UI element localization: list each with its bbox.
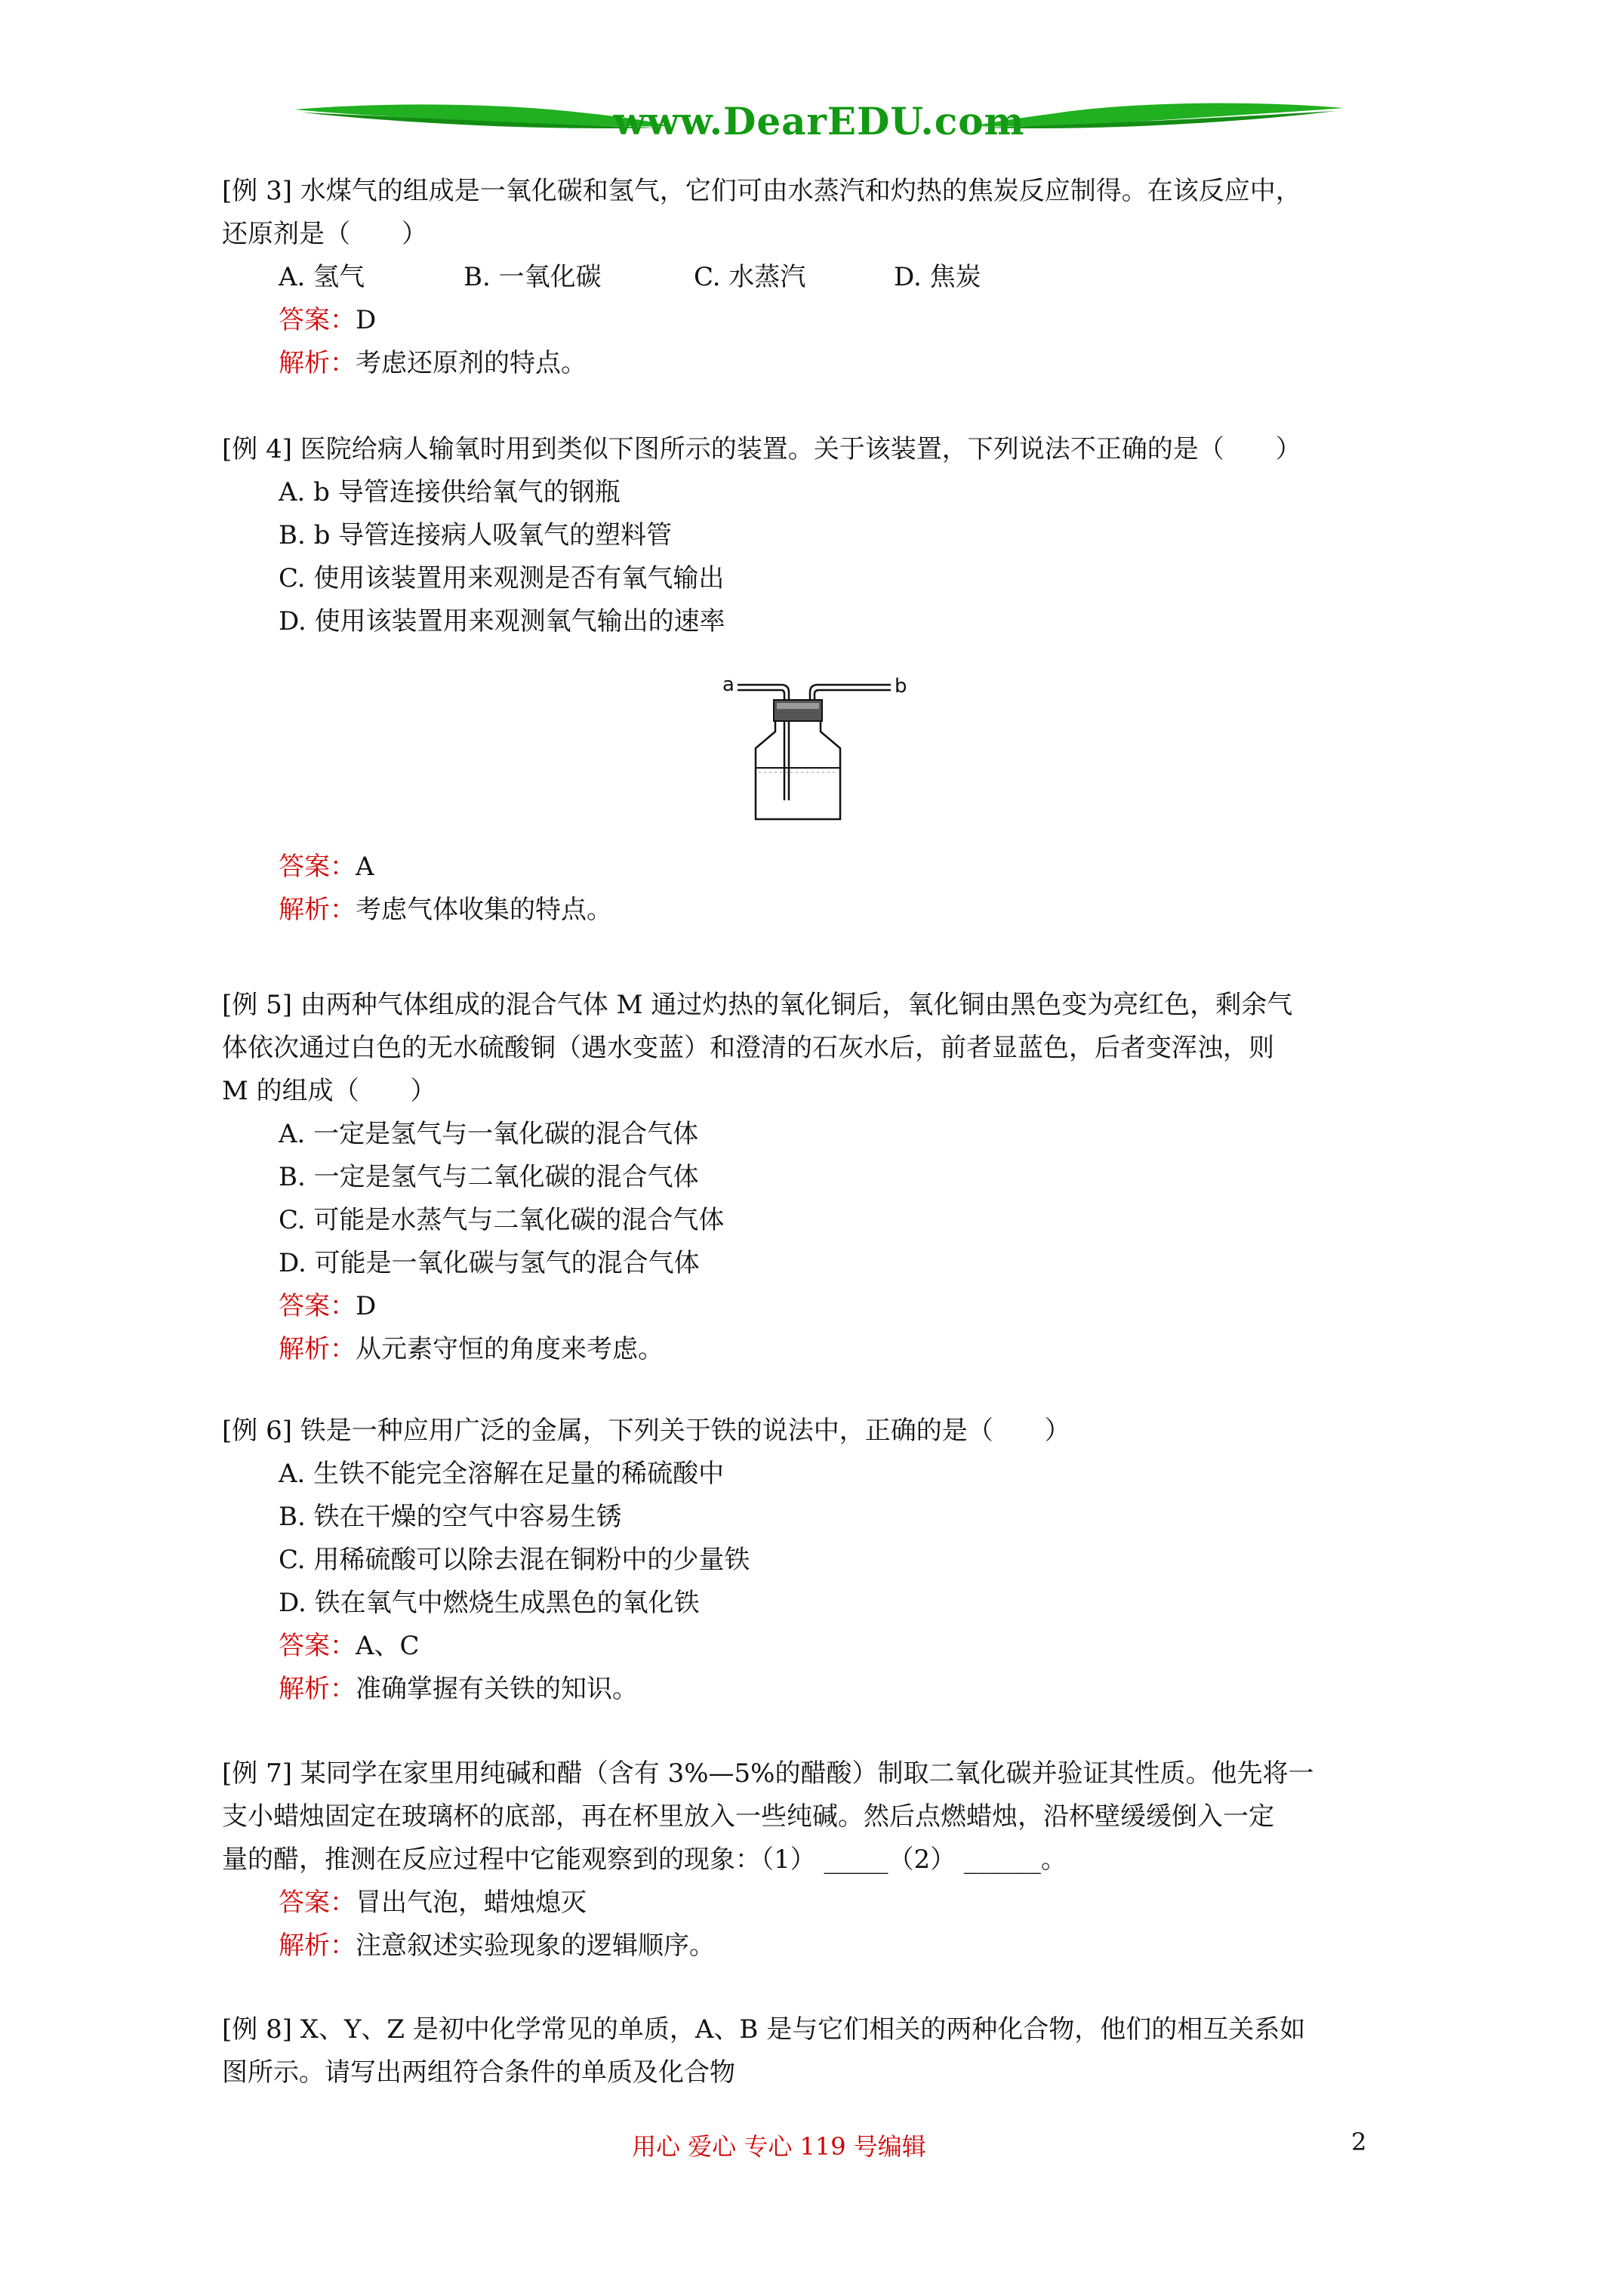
- explanation-text: 考虑气体收集的特点。: [356, 895, 612, 925]
- question-stem: M 的组成（ ）: [222, 1076, 436, 1106]
- explanation-text: 从元素守恒的角度来考虑。: [356, 1334, 664, 1364]
- example-4-answer: [222, 846, 1422, 932]
- option-a: A. 生铁不能完全溶解在足量的稀硫酸中: [279, 1459, 725, 1489]
- answer-label: 答案：: [279, 1291, 356, 1321]
- option-c: C. 可能是水蒸气与二氧化碳的混合气体: [279, 1205, 725, 1235]
- explanation-label: 解析：: [279, 1931, 356, 1961]
- explanation-line: [222, 342, 1422, 385]
- answer-label: 答案：: [279, 1888, 356, 1918]
- answer-label: 答案：: [279, 305, 356, 335]
- question-stem: 还原剂是（ ）: [222, 219, 427, 249]
- option-d: D. 使用该装置用来观测氧气输出的速率: [279, 606, 725, 636]
- example-4: [222, 428, 1422, 643]
- page-number: 2: [1351, 2128, 1367, 2156]
- option-d: D. 铁在氧气中燃烧生成黑色的氧化铁: [279, 1588, 700, 1618]
- question-stem: [例 8] X、Y、Z 是初中化学常见的单质，A、B 是与它们相关的两种化合物，他们的相互关系如: [222, 2014, 1306, 2045]
- explanation-line: [222, 889, 1422, 932]
- option-c: C. 用稀硫酸可以除去混在铜粉中的少量铁: [279, 1545, 750, 1575]
- example-8: [222, 2008, 1422, 2094]
- answer-value: A、C: [356, 1631, 420, 1661]
- question-stem: [例 4] 医院给病人输氧时用到类似下图所示的装置。关于该装置，下列说法不正确的是（ ）: [222, 434, 1301, 464]
- explanation-text: 准确掌握有关铁的知识。: [356, 1674, 638, 1704]
- answer-line: [222, 846, 1422, 889]
- option-b: B. b 导管连接病人吸氧气的塑料管: [279, 520, 673, 550]
- explanation-label: 解析：: [279, 348, 356, 378]
- option-b: B. 一定是氢气与二氧化碳的混合气体: [279, 1162, 699, 1192]
- question-stem: [例 7] 某同学在家里用纯碱和醋（含有 3%—5%的醋酸）制取二氧化碳并验证其性质。他先将一: [222, 1758, 1314, 1789]
- gas-washing-bottle-diagram: [721, 668, 917, 827]
- answer-value: D: [356, 1291, 377, 1321]
- answer-value: A: [356, 852, 374, 882]
- label-a: a: [722, 673, 735, 696]
- question-stem: 量的醋，推测在反应过程中它能观察到的现象：（1） _____（2） ______。: [222, 1845, 1067, 1875]
- explanation-line: [222, 1328, 1422, 1371]
- answer-line: [222, 1625, 1422, 1668]
- option-c: C. 使用该装置用来观测是否有氧气输出: [279, 563, 725, 593]
- question-stem: [例 5] 由两种气体组成的混合气体 M 通过灼热的氧化铜后，氧化铜由黑色变为亮红色，剩余气: [222, 990, 1293, 1020]
- option-a: A. 一定是氢气与一氧化碳的混合气体: [279, 1119, 699, 1149]
- site-header: [294, 94, 1344, 155]
- explanation-text: 考虑还原剂的特点。: [356, 348, 587, 378]
- answer-line: [222, 1881, 1422, 1925]
- explanation-line: [222, 1925, 1422, 1968]
- answer-label: 答案：: [279, 852, 356, 882]
- explanation-label: 解析：: [279, 895, 356, 925]
- example-6: [222, 1410, 1422, 1711]
- question-stem: 图所示。请写出两组符合条件的单质及化合物: [222, 2057, 735, 2088]
- question-stem: [例 3] 水煤气的组成是一氧化碳和氢气，它们可由水蒸汽和灼热的焦炭反应制得。在该反应中，: [222, 176, 1301, 206]
- question-stem: 支小蜡烛固定在玻璃杯的底部，再在杯里放入一些纯碱。然后点燃蜡烛，沿杯壁缓缓倒入一定: [222, 1801, 1274, 1832]
- explanation-text: 注意叙述实验现象的逻辑顺序。: [356, 1931, 715, 1961]
- answer-value: 冒出气泡，蜡烛熄灭: [356, 1888, 587, 1918]
- question-stem: [例 6] 铁是一种应用广泛的金属，下列关于铁的说法中，正确的是（ ）: [222, 1416, 1070, 1446]
- example-7: [222, 1752, 1422, 1968]
- explanation-label: 解析：: [279, 1334, 356, 1364]
- option-a: A. 氢气: [279, 262, 365, 292]
- example-5: [222, 984, 1422, 1371]
- answer-line: [222, 1285, 1422, 1328]
- option-a: A. b 导管连接供给氧气的钢瓶: [279, 477, 621, 507]
- option-b: B. 一氧化碳: [463, 262, 602, 292]
- option-row: [222, 256, 1422, 299]
- question-stem: 体依次通过白色的无水硫酸铜（遇水变蓝）和澄清的石灰水后，前者显蓝色，后者变浑浊，则: [222, 1033, 1274, 1063]
- footer-slogan: 用心 爱心 专心 119 号编辑: [632, 2132, 926, 2161]
- explanation-line: [222, 1668, 1422, 1711]
- option-d: D. 焦炭: [894, 262, 981, 292]
- option-b: B. 铁在干燥的空气中容易生锈: [279, 1502, 622, 1532]
- example-3: [222, 170, 1422, 385]
- site-logo-text: www.DearEDU.com: [613, 99, 1025, 143]
- answer-value: D: [356, 305, 377, 335]
- option-c: C. 水蒸汽: [694, 262, 806, 292]
- explanation-label: 解析：: [279, 1674, 356, 1704]
- answer-label: 答案：: [279, 1631, 356, 1661]
- option-d: D. 可能是一氧化碳与氢气的混合气体: [279, 1248, 700, 1278]
- label-b: b: [895, 675, 907, 698]
- answer-line: [222, 299, 1422, 342]
